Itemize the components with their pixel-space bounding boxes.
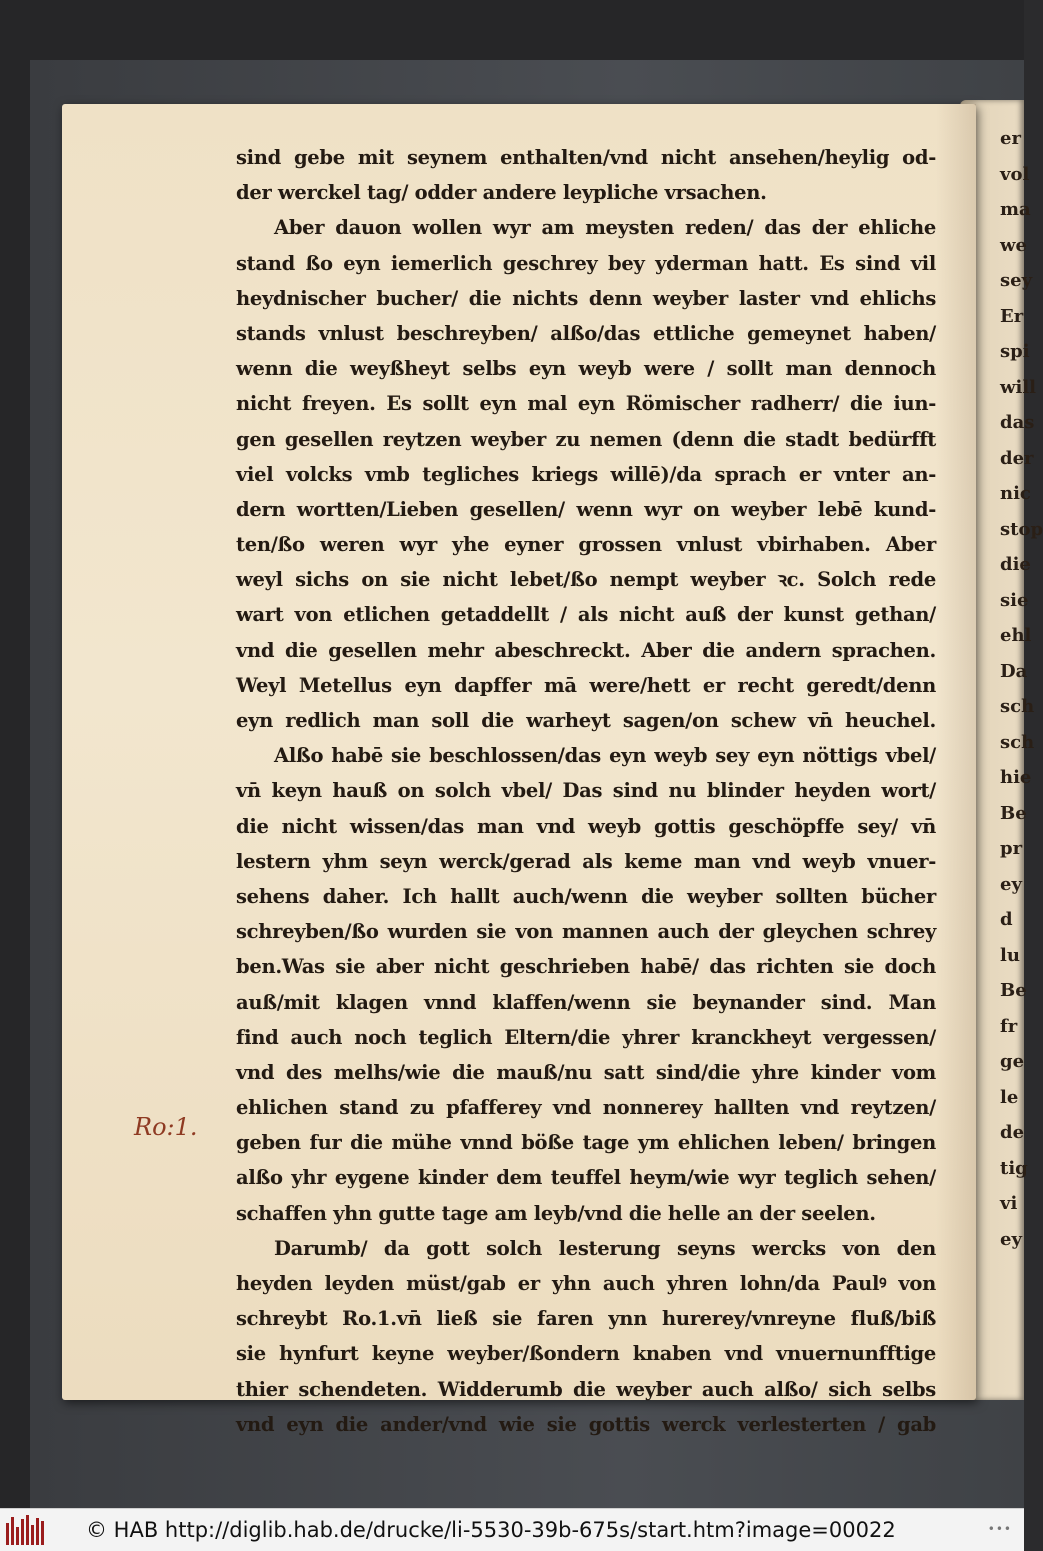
facing-text-fragment: sey [1000, 270, 1033, 291]
text-line: stands vnlust beschreyben/ alßo/das ettliche gemeynet haben/ [236, 321, 936, 345]
facing-text-fragment: fr [1000, 1015, 1018, 1037]
facing-text-fragment: ey [1000, 1228, 1022, 1250]
text-line: vnd eyn die ander/vnd wie sie gottis werck verlesterten / gab [236, 1412, 936, 1436]
text-line: schreybt Ro.1.vn̄ ließ sie faren ynn hurerey/vnreyne fluß/biß [236, 1307, 936, 1331]
facing-text-fragment: nic [1000, 483, 1031, 504]
facing-text-fragment: le [1000, 1086, 1019, 1108]
text-line: vnd die gesellen mehr abeschreckt. Aber die andern sprachen. [236, 638, 936, 662]
text-line: gen gesellen reytzen weyber zu nemen (denn die stadt bedürfft [236, 427, 936, 451]
facing-text-fragment: sch [1000, 696, 1035, 717]
text-line: schaffen yhn gutte tage am leyb/vnd die helle an der seelen. [236, 1201, 876, 1225]
facing-text-fragment: ma [1000, 199, 1031, 220]
text-line: sehens daher. Ich hallt auch/wenn die weyber sollten bücher [236, 884, 936, 908]
footer-bar [0, 1508, 1024, 1551]
facing-text-fragment: we [1000, 234, 1027, 256]
text-line: alßo yhr eygene kinder dem teuffel heym/wie wyr teglich sehen/ [236, 1166, 936, 1190]
text-line: stand ßo eyn iemerlich geschrey bey yderman hatt. Es sind vil [236, 251, 936, 275]
facing-text-fragment: hie [1000, 767, 1032, 788]
text-line: vnd des melhs/wie die mauß/nu satt sind/die yhre kinder vom [236, 1060, 936, 1084]
text-line: Weyl Metellus eyn dapffer mā were/hett er recht geredt/denn [236, 673, 936, 697]
text-line: weyl sichs on sie nicht lebet/ßo nempt weyber ꝛc. Solch rede [236, 568, 936, 592]
text-line: ten/ßo weren wyr yhe eyner grossen vnlust vbirhaben. Aber [236, 533, 936, 557]
facing-text-fragment: ge [1000, 1051, 1025, 1072]
text-line: wart von etlichen getaddellt / als nicht auß der kunst gethan/ [236, 603, 936, 627]
text-line: sind gebe mit seynem enthalten/vnd nicht ansehen/heylig od- [236, 146, 936, 169]
facing-text-fragment: ey [1000, 873, 1022, 895]
facing-text-fragment: will [1000, 376, 1037, 398]
text-line: eyn redlich man soll die warheyt sagen/on schew vn̄ heuchel. [236, 709, 936, 732]
facing-text-fragment: tig [1000, 1157, 1028, 1179]
page-shadow-edge [936, 104, 976, 1400]
text-line: Darumb/ da gott solch lesterung seyns wercks von den [274, 1236, 936, 1260]
facing-text-fragment: sch [1000, 731, 1035, 753]
text-line: nicht freyen. Es sollt eyn mal eyn Römischer radherr/ die iun- [236, 392, 936, 416]
text-line: dern wortten/Lieben gesellen/ wenn wyr on weyber lebē kund- [236, 497, 936, 521]
text-line: lestern yhm seyn werck/gerad als keme man vnd weyb vnuer- [236, 849, 936, 873]
text-line: thier schendeten. Widderumb die weyber auch alßo/ sich selbs [236, 1377, 936, 1401]
text-line: find auch noch teglich Eltern/die yhrer kranckheyt vergessen/ [236, 1025, 936, 1049]
text-line: schreyben/ßo wurden sie von mannen auch der gleychen schrey [236, 920, 936, 944]
more-icon[interactable]: ••• [987, 1522, 1012, 1536]
text-line: heydnischer bucher/ die nichts denn weyber laster vnd ehlichs [236, 286, 936, 310]
facing-text-fragment: pr [1000, 838, 1023, 859]
text-line: auß/mit klagen vnnd klaffen/wenn sie beynander sind. Man [236, 990, 936, 1014]
text-line: wenn die weyßheyt selbs eyn weyb were / sollt man dennoch [236, 357, 936, 381]
hab-logo-icon [6, 1515, 48, 1545]
facing-text-fragment: lu [1000, 944, 1020, 966]
facing-text-fragment: ehl [1000, 625, 1032, 646]
copyright-url[interactable]: © HAB http://diglib.hab.de/drucke/li-5530-39b-675s/start.htm?image=00022 [86, 1518, 896, 1542]
facing-text-fragment: Da [1000, 660, 1028, 682]
facing-text-fragment: de [1000, 1122, 1025, 1143]
page-text-block [236, 140, 936, 1442]
facing-text-fragment: das [1000, 412, 1035, 433]
facing-text-fragment: Er [1000, 305, 1024, 327]
facing-text-fragment: vi [1000, 1193, 1018, 1214]
text-line: viel volcks vmb tegliches kriegs willē)/da sprach er vnter an- [236, 462, 936, 486]
text-line: der werckel tag/ odder andere leypliche vrsachen. [236, 181, 767, 205]
facing-text-fragment: die [1000, 554, 1031, 575]
margin-annotation: Ro:1. [134, 1113, 198, 1141]
text-line: ben.Was sie aber nicht geschrieben habē/ das richten sie doch [236, 955, 936, 979]
facing-text-fragment: stop [1000, 518, 1043, 540]
facing-text-fragment: Be [1000, 802, 1027, 824]
text-line: Alßo habē sie beschlossen/das eyn weyb sey eyn nöttigs vbel/ [274, 744, 936, 768]
text-line: ehlichen stand zu pfafferey vnd nonnerey hallten vnd reytzen/ [236, 1096, 936, 1120]
facing-text-fragment: d [1000, 909, 1013, 930]
text-line: geben fur die mühe vnnd böße tage ym ehlichen leben/ bringen [236, 1131, 936, 1155]
facing-text-fragment: vol [1000, 163, 1030, 185]
text-line: heyden leyden müst/gab er yhn auch yhren lohn/da Paulꝰ von [236, 1272, 936, 1295]
facing-text-fragment: spi [1000, 341, 1030, 362]
facing-text-fragment: er [1000, 128, 1021, 149]
facing-text-fragment: sie [1000, 589, 1029, 611]
facing-text-fragment: der [1000, 447, 1034, 469]
text-line: die nicht wissen/das man vnd weyb gottis geschöpffe sey/ vn̄ [236, 814, 936, 838]
text-line: sie hynfurt keyne weyber/ßondern knaben vnd vnuernunfftige [236, 1342, 936, 1366]
facing-text-fragment: Be [1000, 980, 1027, 1001]
text-line: vn̄ keyn hauß on solch vbel/ Das sind nu blinder heyden wort/ [236, 779, 936, 803]
text-line: Aber dauon wollen wyr am meysten reden/ das der ehliche [274, 216, 936, 240]
